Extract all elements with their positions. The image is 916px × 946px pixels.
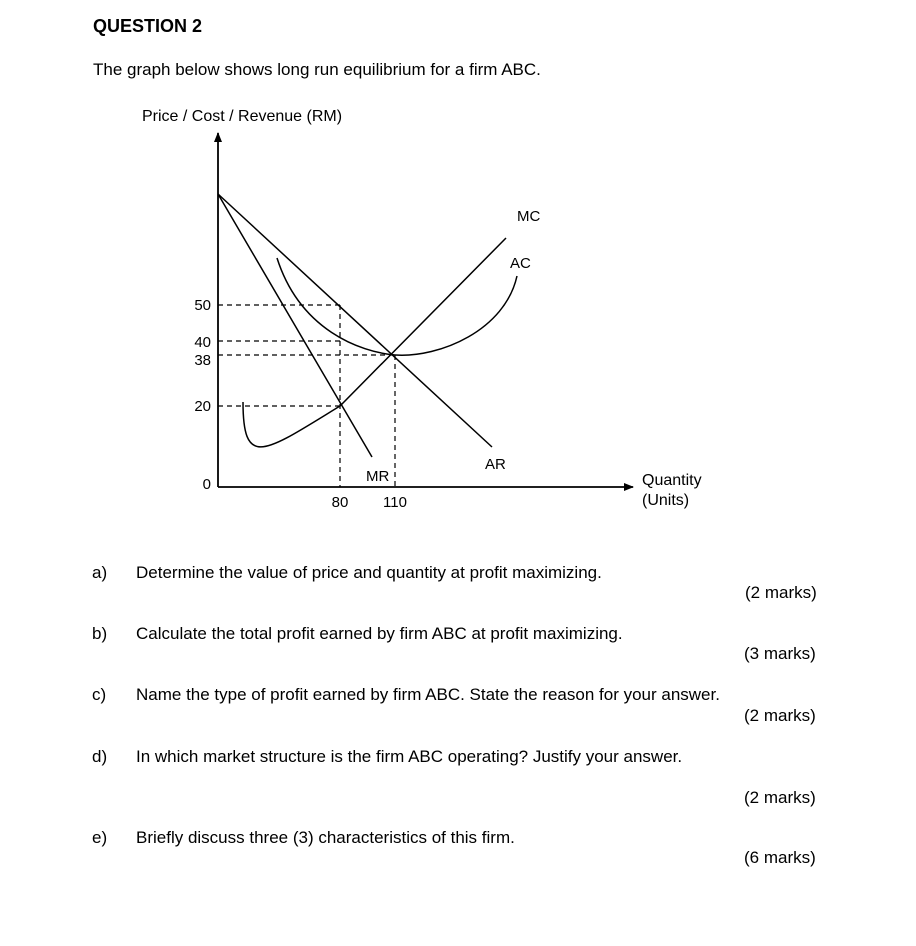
x-axis-label-line1: Quantity	[642, 472, 702, 489]
ac-label: AC	[510, 255, 531, 272]
question-e-marks: (6 marks)	[744, 848, 816, 867]
question-b-marks: (3 marks)	[744, 644, 816, 663]
y-tick-label: 38	[194, 352, 211, 369]
question-intro: The graph below shows long run equilibrium for a firm ABC.	[93, 60, 541, 79]
question-e-letter: e)	[92, 828, 108, 847]
question-e-text: Briefly discuss three (3) characteristics of this firm.	[136, 828, 515, 847]
ar-curve	[218, 194, 492, 447]
mr-label: MR	[366, 468, 390, 485]
question-c-letter: c)	[92, 685, 107, 704]
question-d-letter: d)	[92, 747, 108, 766]
y-axis-label: Price / Cost / Revenue (RM)	[142, 108, 343, 125]
question-a-marks: (2 marks)	[745, 583, 817, 602]
y-tick-label: 40	[194, 334, 211, 351]
question-d-text: In which market structure is the firm ABC operating? Justify your answer.	[136, 747, 683, 766]
x-tick-label: 80	[331, 494, 349, 511]
y-tick-label: 0	[202, 476, 211, 493]
mc-curve	[243, 238, 506, 447]
question-c-text: Name the type of profit earned by firm ABC. State the reason for your answer.	[136, 685, 720, 704]
question-c-marks: (2 marks)	[744, 706, 816, 725]
mc-label: MC	[517, 208, 541, 225]
question-d-marks: (2 marks)	[744, 788, 816, 807]
x-tick-label: 110	[383, 494, 407, 511]
question-b-letter: b)	[92, 624, 108, 643]
mr-curve	[218, 194, 372, 457]
ar-label: AR	[485, 456, 506, 473]
question-a-letter: a)	[92, 563, 108, 582]
x-axis-label-line2: (Units)	[642, 492, 690, 509]
question-a-text: Determine the value of price and quantity at profit maximizing.	[136, 563, 602, 582]
y-tick-label: 50	[194, 297, 211, 314]
question-b-text: Calculate the total profit earned by firm ABC at profit maximizing.	[136, 624, 623, 643]
y-tick-label: 20	[194, 398, 211, 415]
question-title: QUESTION 2	[93, 16, 203, 36]
